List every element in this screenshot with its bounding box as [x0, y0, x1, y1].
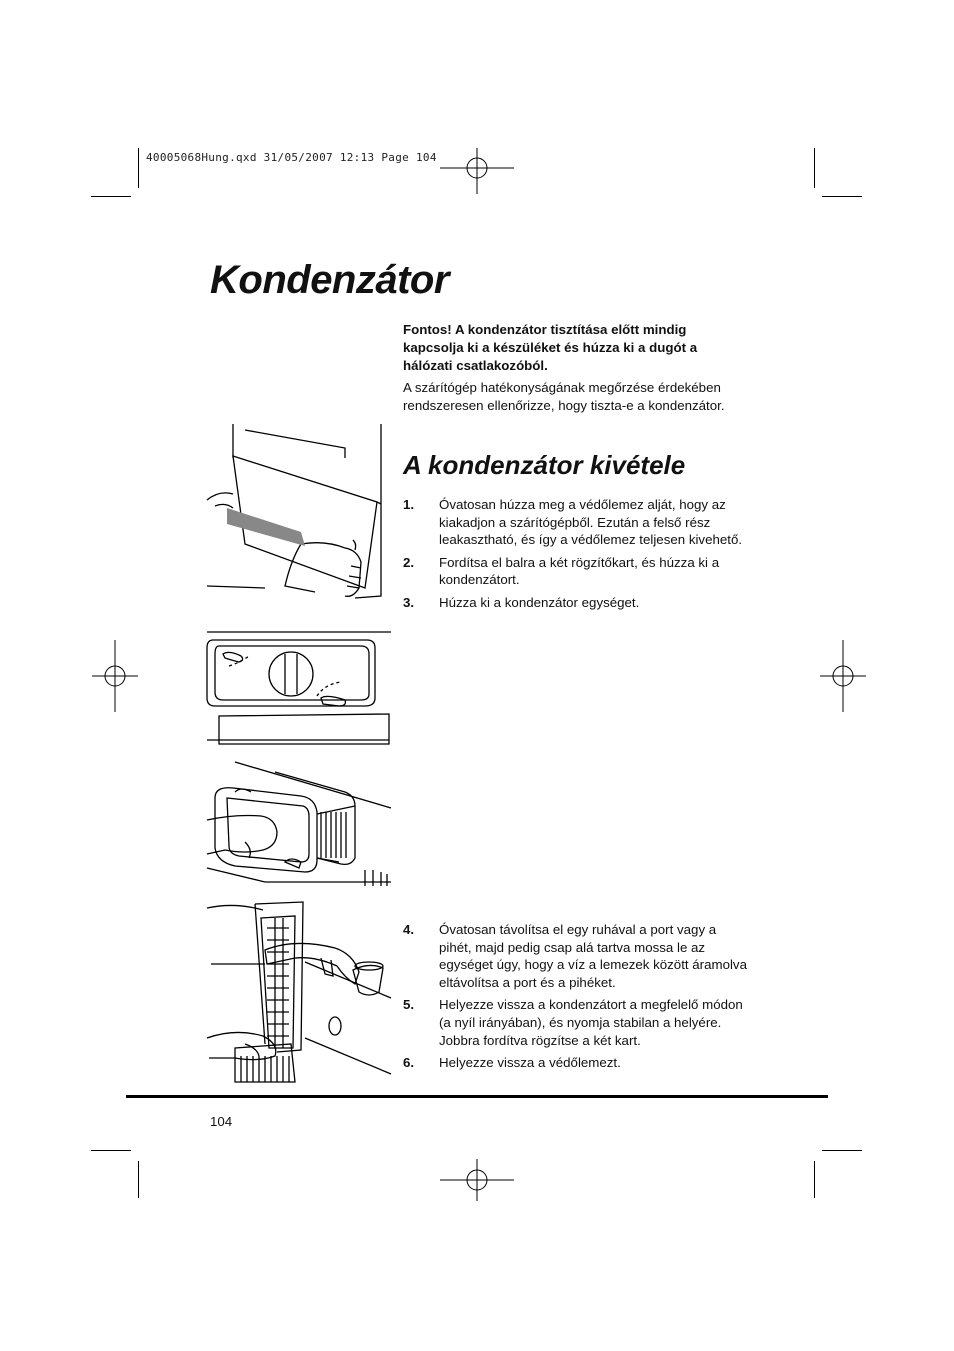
illustration-remove-panel: [205, 420, 395, 610]
step-text: Helyezze vissza a kondenzátort a megfelelő módon (a nyíl irányában), és nyomja stabilan a helyére. Jobbra fordítva rögzítse a két kart.: [439, 997, 743, 1048]
illustration-wash-condenser: [205, 898, 395, 1086]
section-title: A kondenzátor kivétele: [403, 450, 686, 480]
step-number: 5.: [403, 997, 415, 1013]
registration-mark-bottom: [436, 1157, 518, 1203]
step-text: Óvatosan távolítsa el egy ruhával a port vagy a pihét, majd pedig csap alá tartva mossa le az egységet úgy, hogy a víz a lemezek között áramolva eltávolítsa a port és a pihéket.: [439, 922, 747, 990]
registration-mark-top: [436, 146, 518, 196]
step-text: Fordítsa el balra a két rögzítőkart, és húzza ki a kondenzátort.: [439, 554, 720, 588]
illustration-pull-condenser: [205, 758, 395, 888]
step-text: Húzza ki a kondenzátor egységet.: [439, 594, 640, 610]
step-item: [403, 496, 748, 549]
step-text: Óvatosan húzza meg a védőlemez alját, hogy az kiakadjon a szárítógépből. Ezután a felső rész leakasztható, és így a védőlemez teljesen kivehető.: [439, 497, 743, 548]
steps-list-second: [403, 921, 748, 1077]
step-item: [403, 921, 748, 991]
safety-notice: Fontos! A kondenzátor tisztítása előtt mindig kapcsolja ki a készüléket és húzza ki a dugót a hálózati csatlakozóból.: [403, 322, 698, 373]
steps-list-first: [403, 496, 748, 617]
intro-paragraph: A szárítógép hatékonyságának megőrzése érdekében rendszeresen ellenőrizze, hogy tiszta-e a kondenzátor.: [403, 380, 725, 413]
step-item: [403, 996, 748, 1049]
step-number: 3.: [403, 594, 415, 610]
step-number: 2.: [403, 554, 415, 570]
step-text: Helyezze vissza a védőlemezt.: [439, 1055, 621, 1071]
step-number: 4.: [403, 922, 415, 937]
step-item: [403, 554, 748, 589]
step-item: [403, 1054, 748, 1072]
registration-mark-right: [818, 636, 868, 716]
page-title: Kondenzátor: [210, 258, 449, 302]
page-number: 104: [210, 1114, 233, 1129]
print-slug: 40005068Hung.qxd 31/05/2007 12:13 Page 104: [146, 151, 437, 164]
footer-rule: [126, 1095, 828, 1098]
registration-mark-left: [90, 636, 140, 716]
step-number: 6.: [403, 1055, 415, 1071]
illustration-turn-levers: [205, 628, 395, 748]
step-item: [403, 594, 748, 612]
step-number: 1.: [403, 497, 415, 512]
